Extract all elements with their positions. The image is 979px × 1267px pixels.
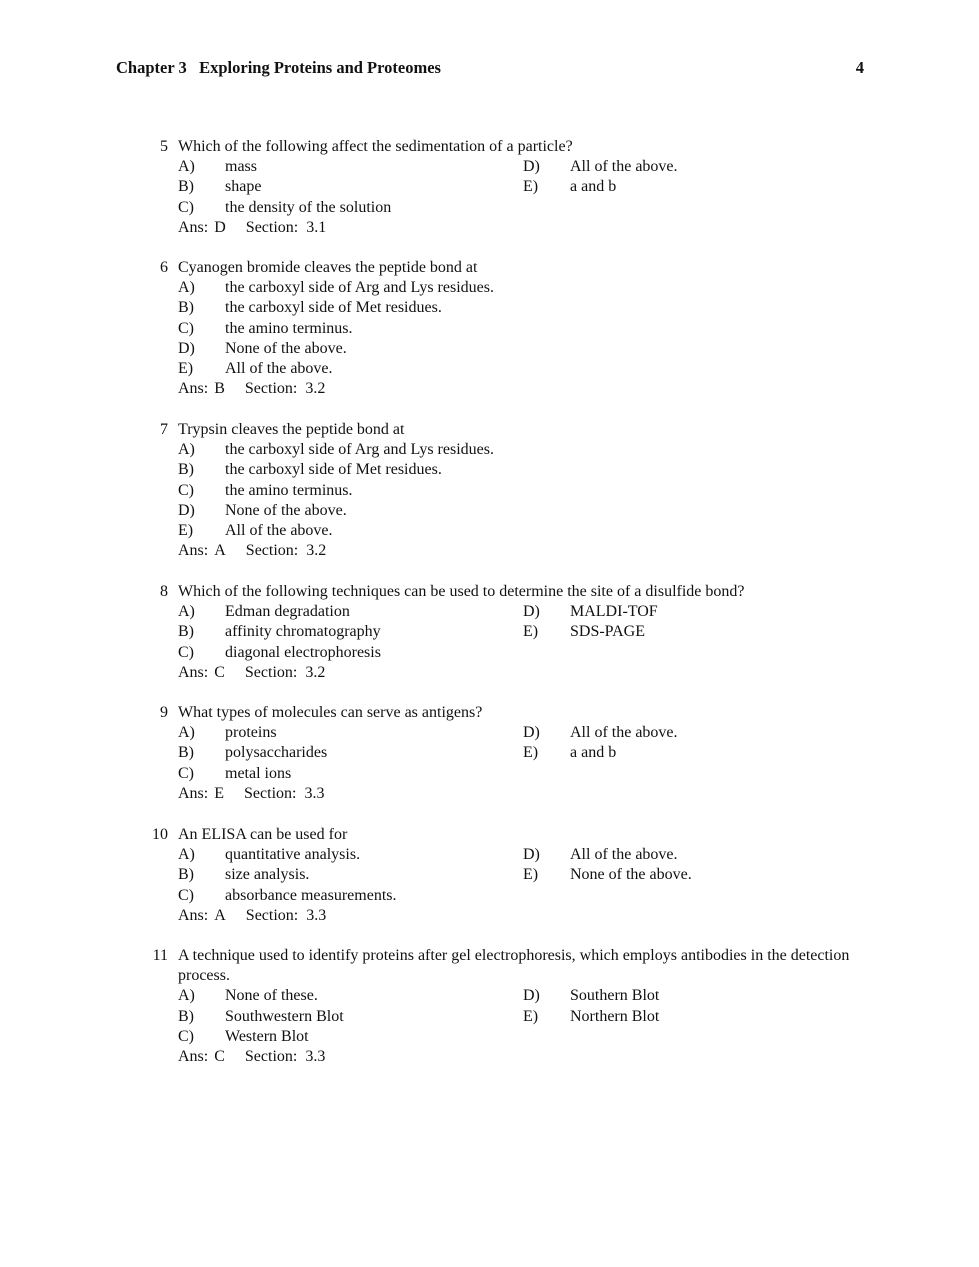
section-label: Section:	[245, 218, 299, 236]
option-letter: E)	[523, 1007, 539, 1025]
answer-label: Ans:	[178, 380, 209, 398]
answer-label: Ans:	[178, 1048, 209, 1065]
section-value: 3.2	[305, 663, 326, 681]
option-text: the carboxyl side of Met residues.	[225, 461, 442, 479]
answer-value: E	[214, 784, 225, 802]
question-number: 8	[160, 583, 168, 600]
option-letter: D)	[523, 603, 540, 621]
option-letter: B)	[178, 178, 194, 196]
option-letter: C)	[178, 481, 194, 499]
option-letter: C)	[178, 198, 194, 216]
answer-value: A	[214, 906, 226, 924]
section-label: Section:	[244, 380, 298, 398]
option-text: None of these.	[225, 987, 318, 1005]
option-letter: A)	[178, 846, 195, 864]
question-stem: What types of molecules can serve as antigens?	[178, 704, 483, 721]
option-text: All of the above.	[570, 846, 678, 864]
section-label: Section:	[245, 906, 299, 924]
answer-label: Ans:	[178, 906, 209, 924]
section-value: 3.2	[306, 542, 327, 560]
option-text: None of the above.	[225, 339, 347, 357]
option-text: Edman degradation	[225, 603, 350, 621]
option-text: the carboxyl side of Arg and Lys residues.	[225, 441, 494, 459]
option-letter: C)	[178, 1027, 194, 1045]
section-value: 3.1	[306, 218, 327, 236]
answer-label: Ans:	[178, 218, 209, 236]
question-number: 7	[160, 421, 168, 438]
section-label: Section:	[244, 663, 298, 681]
option-letter: D)	[178, 501, 195, 519]
answer-line	[178, 379, 325, 399]
question-stem: Cyanogen bromide cleaves the peptide bond at	[178, 259, 478, 276]
option-letter: C)	[178, 319, 194, 337]
question-number: 6	[160, 259, 168, 276]
option-letter: E)	[523, 178, 539, 196]
option-text: All of the above.	[570, 158, 678, 176]
section-label: Section:	[244, 784, 297, 802]
option-letter: A)	[178, 987, 195, 1005]
question-number: 11	[152, 947, 168, 964]
option-letter: C)	[178, 764, 194, 782]
option-letter: D)	[523, 987, 540, 1005]
answer-value: D	[214, 218, 226, 236]
answer-value: C	[214, 1048, 225, 1065]
section-value: 3.3	[306, 906, 327, 924]
option-letter: B)	[178, 623, 194, 641]
option-letter: C)	[178, 886, 194, 904]
option-text: the amino terminus.	[225, 481, 353, 499]
section-value: 3.2	[305, 380, 326, 398]
option-letter: B)	[178, 744, 194, 762]
option-text: None of the above.	[570, 866, 692, 884]
option-letter: E)	[178, 522, 194, 539]
option-letter: D)	[523, 724, 540, 742]
answer-line	[178, 663, 325, 683]
option-letter: A)	[178, 441, 195, 459]
option-text: the carboxyl side of Arg and Lys residues.	[225, 279, 494, 297]
option-letter: B)	[178, 299, 194, 317]
option-letter: C)	[178, 643, 194, 661]
option-letter: E)	[523, 744, 539, 762]
option-text: affinity chromatography	[225, 623, 381, 641]
answer-label: Ans:	[178, 784, 209, 802]
question-stem: Which of the following techniques can be used to determine the site of a disulfide bond?	[178, 583, 745, 600]
option-text: shape	[225, 178, 262, 196]
option-text: SDS-PAGE	[570, 623, 645, 641]
option-text: a and b	[570, 744, 617, 762]
option-letter: B)	[178, 866, 194, 884]
option-text: Southwestern Blot	[225, 1007, 344, 1025]
option-letter: D)	[523, 846, 540, 864]
option-letter: E)	[178, 360, 194, 377]
option-letter: B)	[178, 1007, 194, 1025]
answer-value: C	[214, 663, 225, 681]
option-text: Northern Blot	[570, 1007, 660, 1025]
section-label: Section:	[244, 1048, 298, 1065]
option-text: the amino terminus.	[225, 319, 353, 337]
option-text: quantitative analysis.	[225, 846, 361, 864]
question-number: 9	[160, 704, 168, 721]
answer-line	[178, 218, 326, 238]
option-text: the density of the solution	[225, 198, 392, 216]
question-stem: An ELISA can be used for	[178, 826, 348, 843]
question-number: 10	[152, 826, 168, 843]
option-letter: E)	[523, 866, 539, 884]
option-text: size analysis.	[225, 866, 310, 884]
option-text: diagonal electrophoresis	[225, 643, 381, 661]
section-label: Section:	[245, 542, 299, 560]
option-text: All of the above.	[225, 522, 333, 539]
option-text: metal ions	[225, 764, 292, 782]
page-number: 4	[855, 58, 864, 77]
section-value: 3.3	[305, 1048, 326, 1065]
answer-label: Ans:	[178, 542, 209, 560]
answer-line	[178, 784, 324, 804]
option-text: absorbance measurements.	[225, 886, 397, 904]
answer-line	[178, 906, 326, 926]
chapter-title: Chapter 3 Exploring Proteins and Proteomes	[116, 58, 441, 77]
option-text: polysaccharides	[225, 744, 328, 762]
option-text: All of the above.	[225, 360, 333, 377]
option-text: the carboxyl side of Met residues.	[225, 299, 442, 317]
question-number: 5	[160, 138, 168, 155]
option-letter: B)	[178, 461, 194, 479]
answer-value: A	[214, 542, 226, 560]
option-text: proteins	[225, 724, 277, 742]
option-text: a and b	[570, 178, 617, 196]
option-letter: A)	[178, 724, 195, 742]
answer-value: B	[214, 380, 225, 398]
option-text: None of the above.	[225, 501, 347, 519]
option-letter: D)	[178, 339, 195, 357]
option-letter: A)	[178, 279, 195, 297]
question-stem: Trypsin cleaves the peptide bond at	[178, 421, 405, 438]
option-letter: A)	[178, 158, 195, 176]
answer-line	[178, 541, 326, 561]
option-text: mass	[225, 158, 257, 176]
question-stem: Which of the following affect the sedimentation of a particle?	[178, 138, 573, 155]
option-text: MALDI-TOF	[570, 603, 658, 621]
option-text: Western Blot	[225, 1027, 309, 1045]
answer-label: Ans:	[178, 663, 209, 681]
section-value: 3.3	[304, 784, 325, 802]
question-stem: A technique used to identify proteins after gel electrophoresis, which employs antibodies in the detection process.	[178, 947, 850, 985]
answer-line	[178, 1047, 325, 1067]
option-text: All of the above.	[570, 724, 678, 742]
option-letter: A)	[178, 603, 195, 621]
option-text: Southern Blot	[570, 987, 660, 1005]
option-letter: E)	[523, 623, 539, 641]
option-letter: D)	[523, 158, 540, 176]
